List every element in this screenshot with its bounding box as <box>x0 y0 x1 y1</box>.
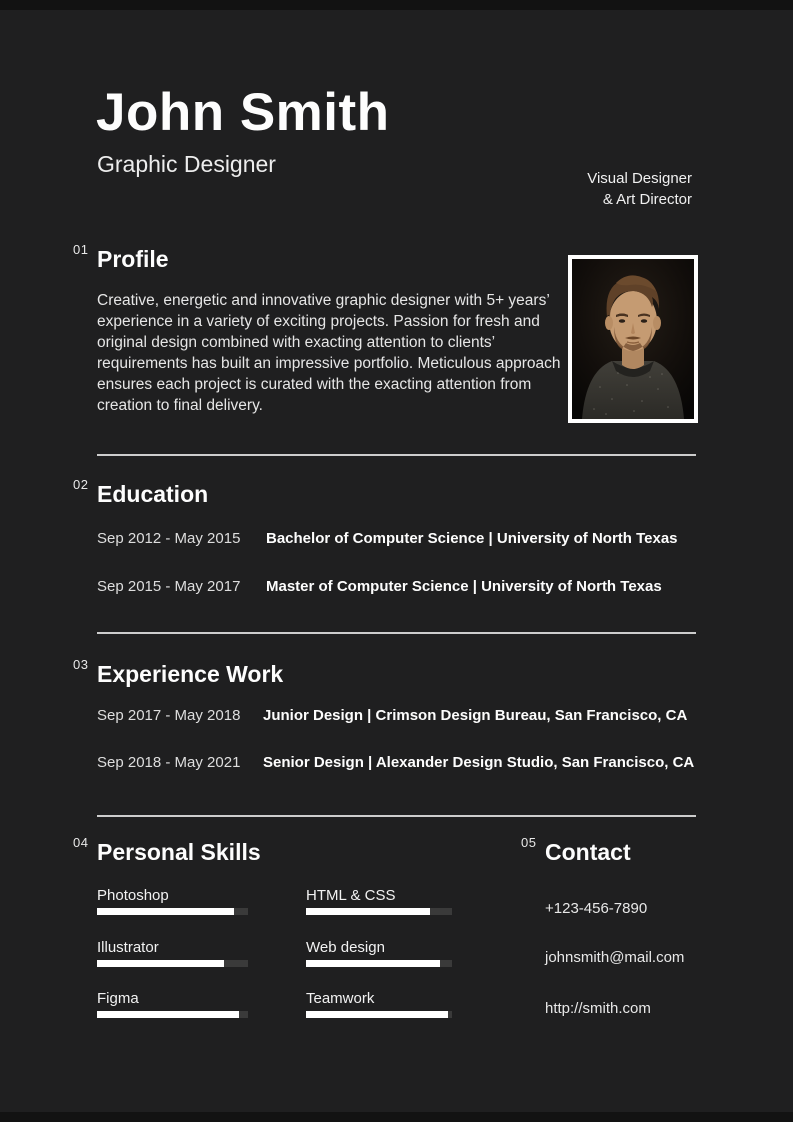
education-dates: Sep 2012 - May 2015 <box>97 530 241 547</box>
skill-bar-fill <box>97 1011 239 1018</box>
skill-label: Teamwork <box>306 990 375 1007</box>
skill-bar-fill <box>97 908 234 915</box>
skill-figma <box>97 990 248 1007</box>
skill-bar-track <box>97 908 248 915</box>
skill-photoshop <box>97 887 248 904</box>
profile-section-title <box>73 242 169 273</box>
profile-summary: Creative, energetic and innovative graphic designer with 5+ years’ experience in a variety of exciting projects. Passion for fresh and original design combined with exacting attention to clients’ requirements has built an impressive portfolio. Meticulous approach ensures each project is curated with the exacting attention from creation to final delivery. <box>97 292 561 414</box>
skill-bar-fill <box>306 960 440 967</box>
contact-section-title <box>521 835 631 866</box>
skill-label: Photoshop <box>97 887 169 904</box>
person-name: John Smith <box>96 83 390 142</box>
experience-description: Junior Design | Crimson Design Bureau, San Francisco, CA <box>263 707 688 724</box>
profile-photo-frame <box>568 255 698 423</box>
experience-section-title-text: Experience Work <box>97 661 284 687</box>
tagline-line-1: Visual Designer <box>587 170 692 187</box>
skill-illustrator <box>97 939 248 956</box>
skills-section-title-text: Personal Skills <box>97 839 261 865</box>
bottom-edge-bar <box>0 1112 793 1122</box>
divider-education <box>97 454 696 456</box>
profile-section-number: 01 <box>73 242 89 257</box>
skill-html-css <box>306 887 452 904</box>
education-dates: Sep 2015 - May 2017 <box>97 578 241 595</box>
contact-section-number: 05 <box>521 835 537 850</box>
skill-label: Illustrator <box>97 939 159 956</box>
experience-description: Senior Design | Alexander Design Studio, San Francisco, CA <box>263 754 695 771</box>
tagline-line-2: & Art Director <box>602 191 692 208</box>
skill-label: Figma <box>97 990 139 1007</box>
skill-teamwork <box>306 990 452 1007</box>
top-edge-bar <box>0 0 793 10</box>
skill-bar-track <box>306 960 452 967</box>
education-section-number: 02 <box>73 477 89 492</box>
tagline <box>587 168 692 210</box>
skill-bar-track <box>97 960 248 967</box>
contact-email[interactable]: johnsmith@mail.com <box>545 949 685 966</box>
skill-label: Web design <box>306 939 385 956</box>
education-description: Master of Computer Science | University of North Texas <box>266 578 662 595</box>
man-portrait-photo <box>572 259 694 419</box>
experience-section-title <box>73 657 284 688</box>
skill-label: HTML & CSS <box>306 887 396 904</box>
education-section-title-text: Education <box>97 481 209 507</box>
profile-section-title-text: Profile <box>97 246 169 272</box>
skills-section-title <box>73 835 261 866</box>
skill-web-design <box>306 939 452 956</box>
contact-phone[interactable]: +123-456-7890 <box>545 900 648 917</box>
education-description: Bachelor of Computer Science | University of North Texas <box>266 530 678 547</box>
contact-section-title-text: Contact <box>545 839 631 865</box>
skill-bar-track <box>306 1011 452 1018</box>
person-role: Graphic Designer <box>97 151 276 177</box>
skill-bar-track <box>97 1011 248 1018</box>
skill-bar-fill <box>306 908 430 915</box>
skills-section-number: 04 <box>73 835 89 850</box>
experience-dates: Sep 2018 - May 2021 <box>97 754 241 771</box>
experience-section-number: 03 <box>73 657 89 672</box>
experience-dates: Sep 2017 - May 2018 <box>97 707 241 724</box>
divider-experience <box>97 632 696 634</box>
contact-website[interactable]: http://smith.com <box>545 1000 651 1017</box>
divider-bottom <box>97 815 696 817</box>
skill-bar-fill <box>306 1011 448 1018</box>
education-section-title <box>73 477 209 508</box>
skill-bar-fill <box>97 960 224 967</box>
skill-bar-track <box>306 908 452 915</box>
